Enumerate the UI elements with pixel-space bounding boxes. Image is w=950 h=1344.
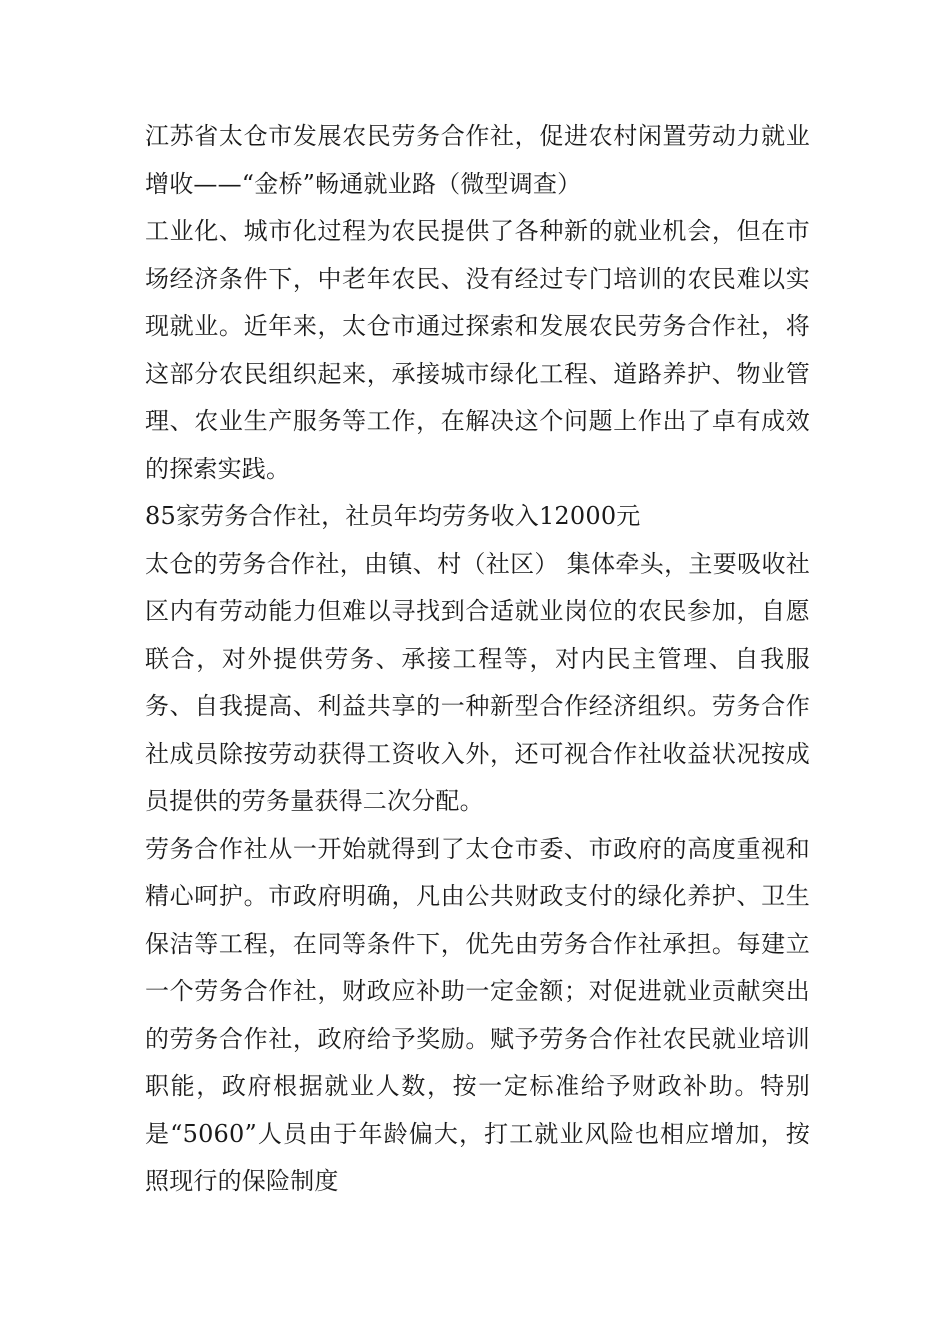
document-body	[145, 113, 810, 1206]
paragraph-government-support: 劳务合作社从一开始就得到了太仓市委、市政府的高度重视和精心呵护。市政府明确，凡由公共财政支付的绿化养护、卫生保洁等工程，在同等条件下，优先由劳务合作社承担。每建立一个劳务合作社，财政应补助一定金额；对促进就业贡献突出的劳务合作社，政府给予奖励。赋予劳务合作社农民就业培训职能，政府根据就业人数，按一定标准给予财政补助。特别是“5060”人员由于年龄偏大，打工就业风险也相应增加，按照现行的保险制度	[145, 834, 810, 1195]
section-heading-cooperatives: 85家劳务合作社，社员年均劳务收入12000元	[145, 502, 641, 530]
document-title: 江苏省太仓市发展农民劳务合作社，促进农村闲置劳动力就业增收——“金桥”畅通就业路（微型调查）	[145, 122, 810, 198]
paragraph-cooperative-definition: 太仓的劳务合作社，由镇、村（社区） 集体牵头，主要吸收社区内有劳动能力但难以寻找到合适就业岗位的农民参加，自愿联合，对外提供劳务、承接工程等，对内民主管理、自我服务、自我提高、利益共享的一种新型合作经济组织。劳务合作社成员除按劳动获得工资收入外，还可视合作社收益状况按成员提供的劳务量获得二次分配。	[145, 549, 810, 815]
paragraph-intro: 工业化、城市化过程为农民提供了各种新的就业机会，但在市场经济条件下，中老年农民、没有经过专门培训的农民难以实现就业。近年来，太仓市通过探索和发展农民劳务合作社，将这部分农民组织起来，承接城市绿化工程、道路养护、物业管理、农业生产服务等工作，在解决这个问题上作出了卓有成效的探索实践。	[145, 217, 810, 483]
